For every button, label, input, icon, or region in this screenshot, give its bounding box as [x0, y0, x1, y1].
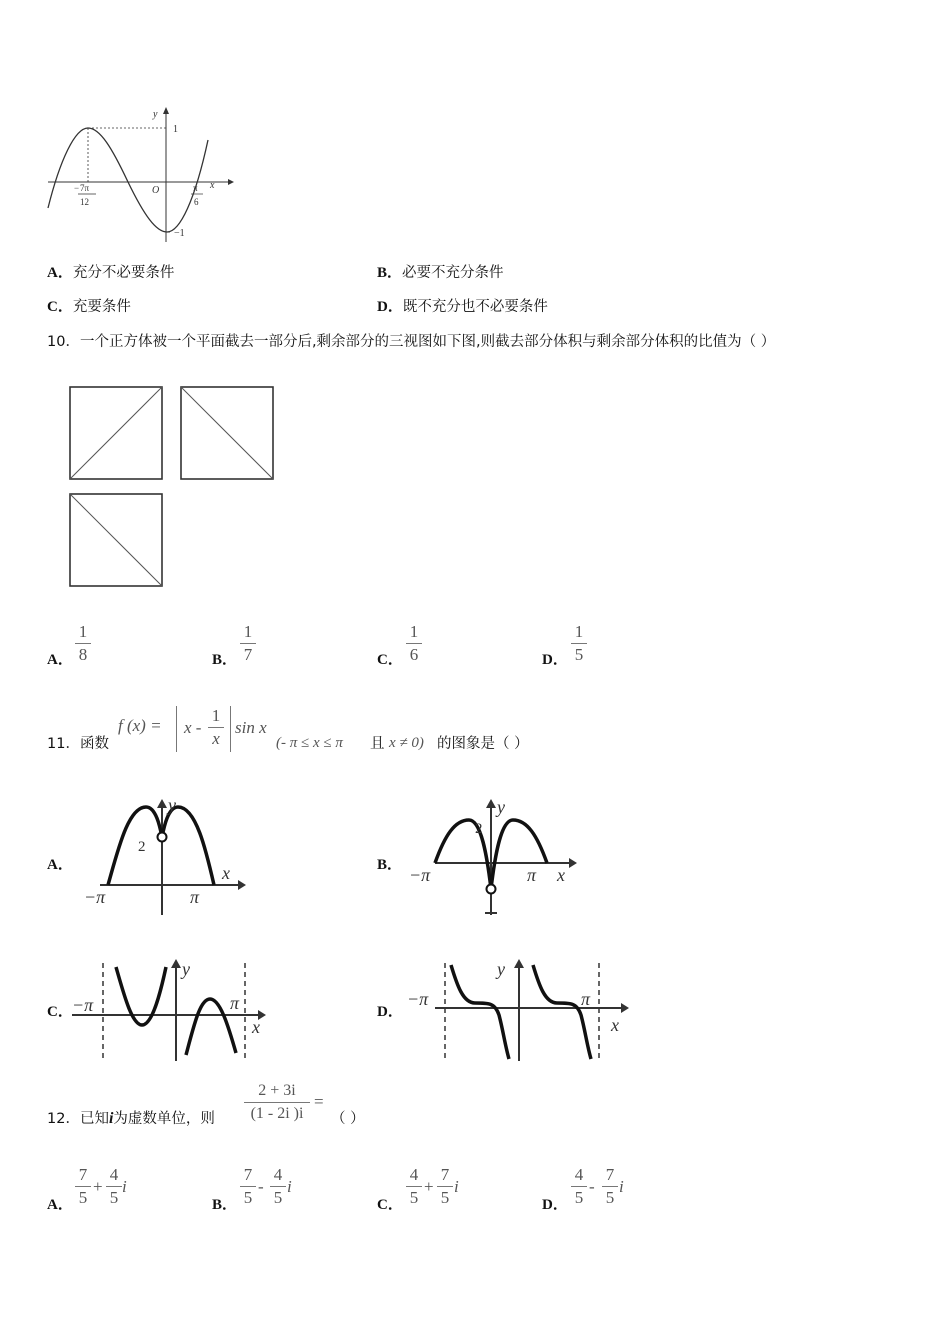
y-label: y: [153, 109, 158, 120]
q12-mid: 为虚数单位，则: [113, 1111, 215, 1127]
q12-option-d-label[interactable]: D．: [542, 1197, 568, 1213]
q10-option-d-label[interactable]: D．: [542, 652, 568, 668]
q11-formula-tail: sin x: [235, 718, 267, 737]
sine-curve: [48, 128, 208, 232]
q11-option-d-label[interactable]: D．: [377, 1004, 403, 1020]
q11-domain-b: x ≠ 0): [389, 735, 424, 751]
svg-text:x: x: [222, 863, 230, 883]
q11-option-c-label[interactable]: C．: [47, 1004, 73, 1020]
q10-stem: 10．一个正方体被一个平面截去一部分后,剩余部分的三视图如下图,则截去部分体积与剩余部分体积的比值为（ ）: [47, 334, 776, 350]
q10-option-c-frac: 1 6: [406, 622, 422, 665]
q11-domain-a: (- π ≤ x ≤ π: [276, 735, 343, 751]
hole-point: [487, 885, 496, 894]
q11-abs-bar-right: [230, 706, 231, 752]
q11-formula-x: x -: [184, 718, 202, 737]
q12-i-symbol: i: [108, 1110, 114, 1127]
q9-option-b[interactable]: [377, 261, 504, 282]
right-den: 6: [194, 197, 199, 207]
option-label: A．: [47, 265, 73, 281]
q11-option-a-graph[interactable]: [80, 795, 250, 920]
option-text: 充要条件: [72, 299, 131, 315]
right-num: π: [193, 183, 198, 193]
y-axis-arrow: [163, 107, 169, 114]
option-text: 充分不必要条件: [72, 265, 175, 281]
curve-d-right: [533, 965, 591, 1059]
q11-domain-mid: 且: [370, 736, 385, 752]
q10-option-a-frac: 1 8: [75, 622, 91, 665]
q11-suffix: 的图象是（ ）: [437, 736, 529, 752]
q11-abs-bar-left: [176, 706, 177, 752]
q10-three-views: [68, 385, 278, 590]
q11-formula-frac: 1 x: [208, 706, 224, 749]
svg-text:y: y: [497, 959, 505, 979]
q11-option-b-graph[interactable]: [405, 795, 585, 920]
q9-option-c[interactable]: [47, 295, 131, 316]
x-axis-arrow: [228, 179, 234, 185]
q11-prefix: 11．函数: [47, 736, 109, 752]
svg-text:x: x: [611, 1015, 619, 1035]
svg-text:−π: −π: [407, 989, 429, 1009]
svg-text:−π: −π: [409, 865, 431, 885]
q10-option-a-label[interactable]: A．: [47, 652, 73, 668]
svg-text:y: y: [497, 797, 505, 817]
q12-option-b-label[interactable]: B．: [212, 1197, 238, 1213]
q12-prefix: 12．已知: [47, 1111, 109, 1127]
q12-equals: =: [314, 1092, 324, 1111]
left-sign: −: [74, 183, 80, 193]
svg-text:π: π: [581, 989, 591, 1009]
option-text: 既不充分也不必要条件: [402, 299, 548, 315]
q12-option-a-label[interactable]: A．: [47, 1197, 73, 1213]
x-label: x: [210, 180, 215, 191]
q12-option-c-label[interactable]: C．: [377, 1197, 403, 1213]
q11-option-c-graph[interactable]: [72, 955, 272, 1065]
svg-text:π: π: [230, 993, 240, 1013]
svg-text:y: y: [182, 959, 190, 979]
option-label: C．: [47, 299, 73, 315]
svg-text:−π: −π: [84, 887, 106, 907]
q12-suffix: （ ）: [331, 1111, 365, 1127]
curve-d-left: [451, 965, 509, 1059]
svg-text:2: 2: [475, 821, 483, 837]
svg-text:x: x: [557, 865, 565, 885]
one-label: 1: [173, 124, 178, 135]
q9-option-a[interactable]: [47, 261, 174, 282]
q10-option-b-label[interactable]: B．: [212, 652, 238, 668]
svg-text:−π: −π: [72, 995, 94, 1015]
svg-text:π: π: [527, 865, 537, 885]
hole-point: [158, 833, 167, 842]
option-label: D．: [377, 299, 403, 315]
q10-option-d-frac: 1 5: [571, 622, 587, 665]
q9-sine-graph: [40, 100, 240, 245]
left-num: 7π: [80, 183, 90, 193]
q11-option-b-label[interactable]: B．: [377, 857, 403, 873]
option-text: 必要不充分条件: [402, 265, 504, 281]
q11-formula-head: f (x) =: [118, 716, 162, 735]
q9-option-d[interactable]: [377, 295, 548, 316]
q10-option-c-label[interactable]: C．: [377, 652, 403, 668]
neg-one-label: −1: [174, 228, 185, 239]
svg-text:y: y: [168, 795, 176, 815]
svg-text:x: x: [252, 1017, 260, 1037]
curve-c-right: [186, 999, 236, 1055]
svg-text:π: π: [190, 887, 200, 907]
option-label: B．: [377, 265, 403, 281]
q11-option-d-graph[interactable]: [405, 955, 635, 1065]
q12-stem: [47, 1107, 215, 1128]
origin-label: O: [152, 185, 160, 196]
q10-option-b-frac: 1 7: [240, 622, 256, 665]
q12-frac: 2 + 3i (1 - 2i )i: [244, 1081, 310, 1124]
svg-text:2: 2: [138, 839, 146, 855]
curve-c-left: [116, 967, 166, 1025]
left-den: 12: [80, 197, 89, 207]
q11-option-a-label[interactable]: A．: [47, 857, 73, 873]
